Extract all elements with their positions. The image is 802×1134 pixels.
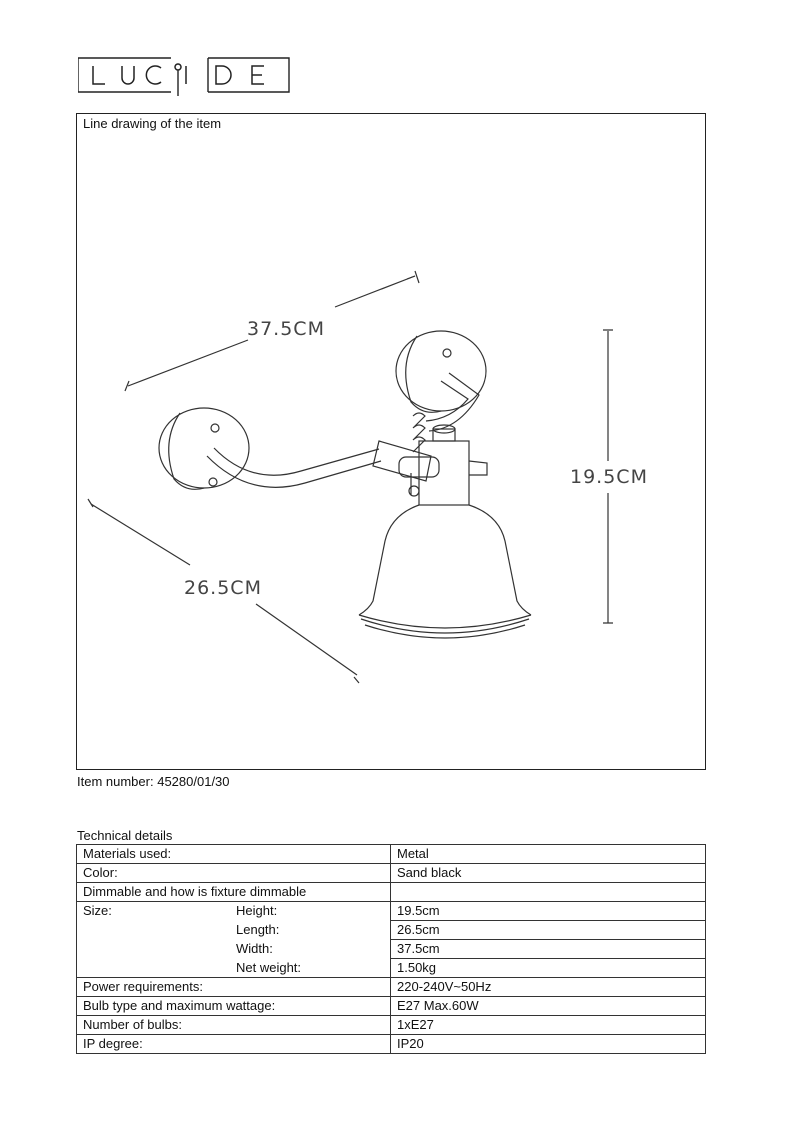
table-row [77,940,706,959]
row-value: 1.50kg [391,959,706,978]
table-row [77,1035,706,1054]
row-label: Dimmable and how is fixture dimmable [77,883,391,902]
lamp-line-drawing [77,114,705,769]
row-value [391,883,706,902]
width-dimension-label: 37.5CM [247,318,325,340]
table-row [77,883,706,902]
item-number [77,774,230,789]
row-value: E27 Max.60W [391,997,706,1016]
table-row [77,845,706,864]
size-sub-label: Length: [236,922,280,937]
table-row [77,997,706,1016]
table-row [77,921,706,940]
length-dimension-label: 26.5CM [184,577,262,599]
drawing-panel [76,113,706,770]
row-value: 220-240V~50Hz [391,978,706,997]
row-label: Power requirements: [77,978,391,997]
row-value: Metal [391,845,706,864]
technical-details-table [76,844,706,1054]
row-value: Sand black [391,864,706,883]
size-sub-label: Net weight: [236,959,302,975]
row-label: Bulb type and maximum wattage: [77,997,391,1016]
item-number-label: Item number: [77,774,154,789]
table-row [77,959,706,978]
row-label: Materials used: [77,845,391,864]
row-value: 19.5cm [391,902,706,921]
table-row [77,902,706,921]
row-label: Number of bulbs: [77,1016,391,1035]
row-label: IP degree: [77,1035,391,1054]
lucide-logo [78,56,290,96]
technical-details-heading: Technical details [77,828,173,843]
table-row [77,864,706,883]
height-dimension-label: 19.5CM [570,466,648,488]
size-label: Size: [83,903,112,919]
row-value: 26.5cm [391,921,706,940]
size-sub-label: Height: [236,903,278,919]
row-label: Color: [77,864,391,883]
size-sub-label: Width: [236,941,273,956]
row-value: IP20 [391,1035,706,1054]
row-value: 1xE27 [391,1016,706,1035]
table-row [77,1016,706,1035]
item-number-value: 45280/01/30 [157,774,230,789]
drawing-caption: Line drawing of the item [83,116,222,131]
table-row [77,978,706,997]
row-value: 37.5cm [391,940,706,959]
